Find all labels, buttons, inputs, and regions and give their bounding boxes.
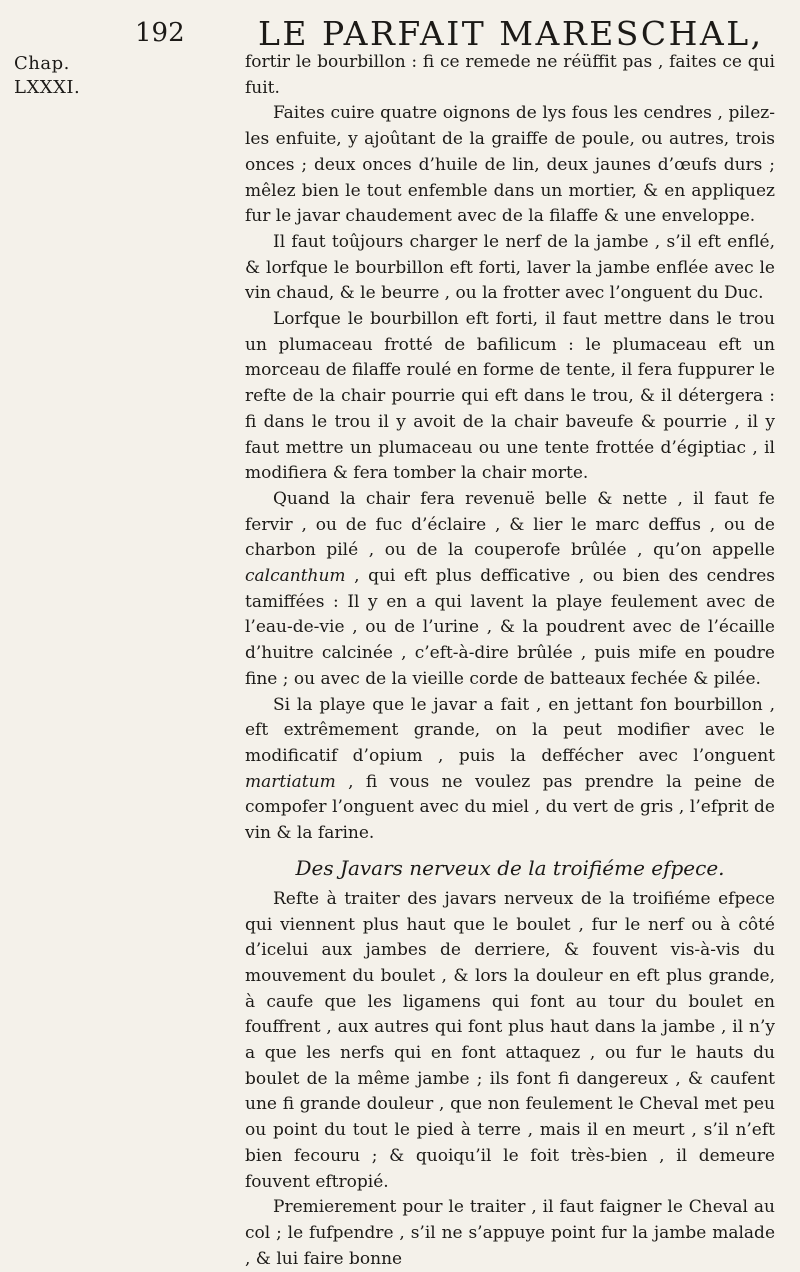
paragraph-7: Refte à traiter des javars nerveux de la troifiéme efpece qui viennent plus haut que le boulet , fur le nerf ou à côté d’icelui aux jambes de derriere, & fouvent vis-à-vis du mouvement du boulet , & lors la douleur en eft plus grande, à caufe que les ligamens qui font au tour du boulet en fouffrent , aux autres qui font plus haut dans la jambe , il n’y a que les nerfs qui en font attaquez , ou fur le hauts du boulet de la même jambe ; ils font fi dangereux , & caufent une fi grande douleur , que non feulement le Cheval met peu ou point du tout le pied à terre , mais il en meurt , s’il n’eft bien fecouru ; & quoiqu’il le foit très-bien , il demeure fouvent eftropié. xyxy=(245,888,775,1192)
paragraph-3: Il faut toûjours charger le nerf de la jambe , s’il eft enflé, & lorfque le bourbillon eft forti, laver la jambe enflée avec le vin chaud, & le beurre , ou la frotter avec l’onguent du Duc. xyxy=(245,231,775,304)
chapter-label: Chap. xyxy=(14,53,70,74)
paragraph-6-text-b: , fi vous ne voulez pas prendre la peine de compofer l’onguent avec du miel , du vert de gris , l’efprit de vin & la farine. xyxy=(245,771,775,844)
paragraph-6-text-a: Si la playe que le javar a fait , en jettant fon bourbillon , eft extrêmement grande, on la peut modifier avec le modificatif d’opium , puis la deffécher avec l’onguent xyxy=(245,694,775,766)
running-title: LE PARFAIT MARESCHAL, xyxy=(258,14,764,53)
paragraph-6-italic-term: martiatum xyxy=(245,771,336,792)
paragraph-2: Faites cuire quatre oignons de lys fous les cendres , pilez-les enfuite, y ajoûtant de la graiffe de poule, ou autres, trois onces ; deux onces d’huile de lin, deux jaunes d’œufs durs ; mêlez bien le tout enfemble dans un mortier, & en appliquez fur le javar chaudement avec de la filaffe & une enveloppe. xyxy=(245,103,775,227)
section-heading: Des Javars nerveux de la troifiéme efpece. xyxy=(295,855,725,880)
chapter-number: LXXXI. xyxy=(14,77,81,98)
paragraph-5 xyxy=(245,487,775,693)
chapter-margin-note xyxy=(14,52,80,100)
paragraph-5-text-b: , qui eft plus defficative , ou bien des cendres tamiffées : Il y en a qui lavent la playe feulement avec de l’eau-de-vie , ou de l’urine , & la poudrent avec de l’écaille d’huitre calcinée , c’eft-à-dire brûlée , puis mife en poudre fine ; ou avec de la vieille corde de batteaux fechée & pilée. xyxy=(245,566,775,689)
paragraph-5-italic-term: calcanthum xyxy=(245,566,346,587)
paragraph-5-text-a: Quand la chair fera revenuë belle & nette , il faut fe fervir , ou de fuc d’éclaire , & lier le marc deffus , ou de charbon pilé , ou de la couperofe brûlée , qu’on appelle xyxy=(245,488,775,561)
paragraph-6 xyxy=(245,693,775,847)
paragraph-4: Lorfque le bourbillon eft forti, il faut mettre dans le trou un plumaceau frotté de bafilicum : le plumaceau eft un morceau de filaffe roulé en forme de tente, il fera fuppurer le refte de la chair pourrie qui eft dans le trou, & il détergera : fi dans le trou il y avoit de la chair baveufe & pourrie , il y faut mettre un plumaceau ou une tente frottée d’égiptiac , il modifiera & fera tomber la chair morte. xyxy=(245,309,775,484)
page-number: 192 xyxy=(135,18,185,48)
paragraph-8: Premierement pour le traiter , il faut faigner le Cheval au col ; le fufpendre , s’il ne s’appuye point fur la jambe malade , & lui faire bonne xyxy=(245,1197,775,1269)
body-text xyxy=(245,50,775,1272)
paragraph-1: fortir le bourbillon : fi ce remede ne réüffit pas , faites ce qui fuit. xyxy=(245,52,775,98)
